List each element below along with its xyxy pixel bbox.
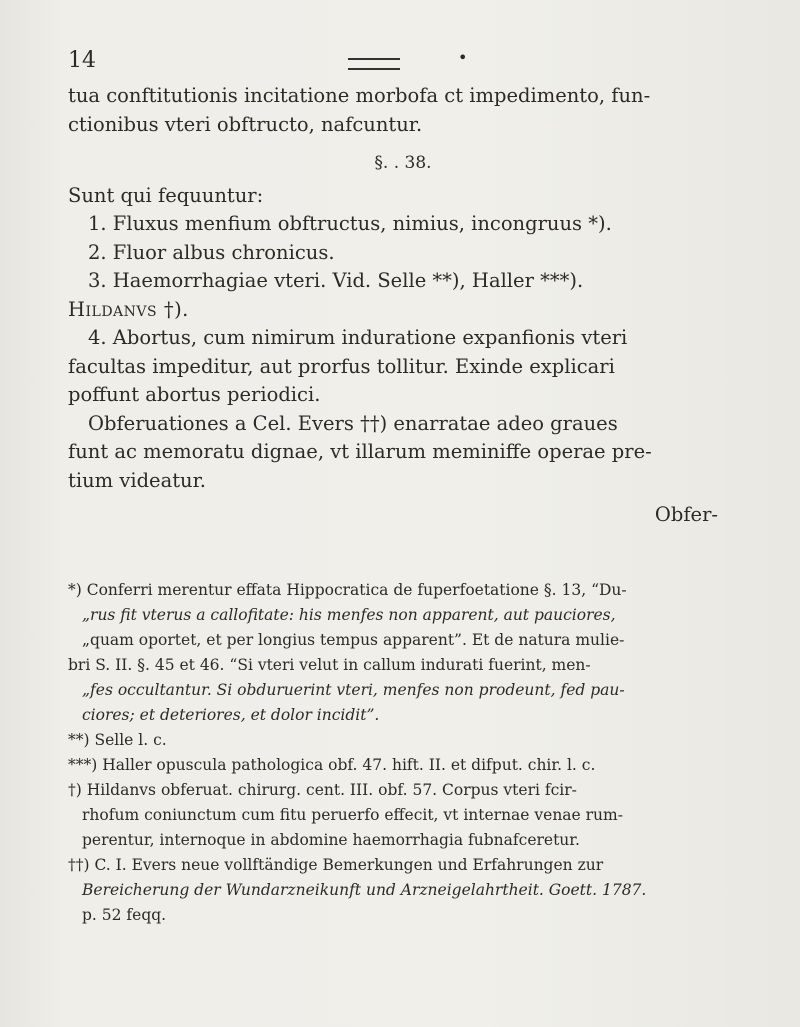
footnote-line [68, 703, 748, 728]
footnote-line: perentur, internoque in abdomine haemorrhagia fubnafceretur. [82, 831, 580, 849]
footnote-line [68, 678, 748, 703]
running-header [68, 48, 728, 72]
paragraph-line: Obferuationes a Cel. Evers ††) enarratae adeo graues [88, 411, 618, 435]
main-text [68, 82, 738, 530]
footnote-line [68, 878, 748, 903]
footnote-line: „quam oportet, et per longius tempus apparent”. Et de natura mulie- [82, 631, 625, 649]
list-item-continuation: Hildanvs †). [68, 297, 189, 321]
footnote-quote: ciores; et deteriores, et dolor incidit”. [82, 706, 380, 724]
footnote-line: †) Hildanvs obferuat. chirurg. cent. III. obf. 57. Corpus vteri fcir- [68, 781, 577, 799]
section-heading: §. . 38. [374, 153, 432, 173]
footnote-line: rhofum coniunctum cum fitu peruerfo effecit, vt internae venae rum- [82, 806, 623, 824]
footnote-line: ***) Haller opuscula pathologica obf. 47. hift. II. et difput. chir. l. c. [68, 756, 596, 774]
footnote-line: *) Conferri merentur effata Hippocratica de fuperfoetatione §. 13, “Du- [68, 581, 627, 599]
list-item: 4. Abortus, cum nimirum induratione expanfionis vteri [88, 326, 628, 349]
footnote-line: bri S. II. §. 45 et 46. “Si vteri velut in callum indurati fuerint, men- [68, 656, 591, 674]
list-item: 2. Fluor albus chronicus. [88, 240, 335, 264]
footnote-quote: „fes occultantur. Si obduruerint vteri, menfes non prodeunt, fed pau- [82, 681, 625, 699]
paragraph-line: funt ac memoratu dignae, vt illarum meminiffe operae pre- [68, 440, 652, 463]
footnote-line [68, 603, 748, 628]
text-line: ctionibus vteri obftructo, nafcuntur. [68, 112, 423, 136]
footnotes [68, 578, 748, 928]
header-ornament [348, 58, 400, 70]
text-line: tua conftitutionis incitatione morbofa ct impedimento, fun- [68, 84, 651, 107]
header-star-mark: • [458, 48, 468, 67]
list-item-continuation: poffunt abortus periodici. [68, 383, 321, 406]
list-item: 3. Haemorrhagiae vteri. Vid. Selle **), Haller ***). [88, 269, 584, 292]
paragraph-line: tium videatur. [68, 468, 206, 492]
list-item-continuation: facultas impeditur, aut prorfus tollitur. Exinde explicari [68, 354, 615, 378]
catchword: Obfer- [654, 503, 718, 526]
footnote-quote: „rus fit vterus a callofitate: his menfes non apparent, aut pauciores, [82, 606, 616, 624]
footnote-line: **) Selle l. c. [68, 731, 167, 749]
footnote-line: ††) C. I. Evers neue vollftändige Bemerkungen und Erfahrungen zur [68, 856, 604, 874]
list-item: 1. Fluxus menfium obftructus, nimius, incongruus *). [88, 212, 612, 235]
footnote-line: p. 52 feqq. [82, 906, 167, 924]
text-line: Sunt qui fequuntur: [68, 183, 264, 207]
page-number: 14 [68, 48, 96, 73]
footnote-title: Bereicherung der Wundarzneikunft und Arzneigelahrtheit. Goett. 1787. [82, 881, 647, 899]
